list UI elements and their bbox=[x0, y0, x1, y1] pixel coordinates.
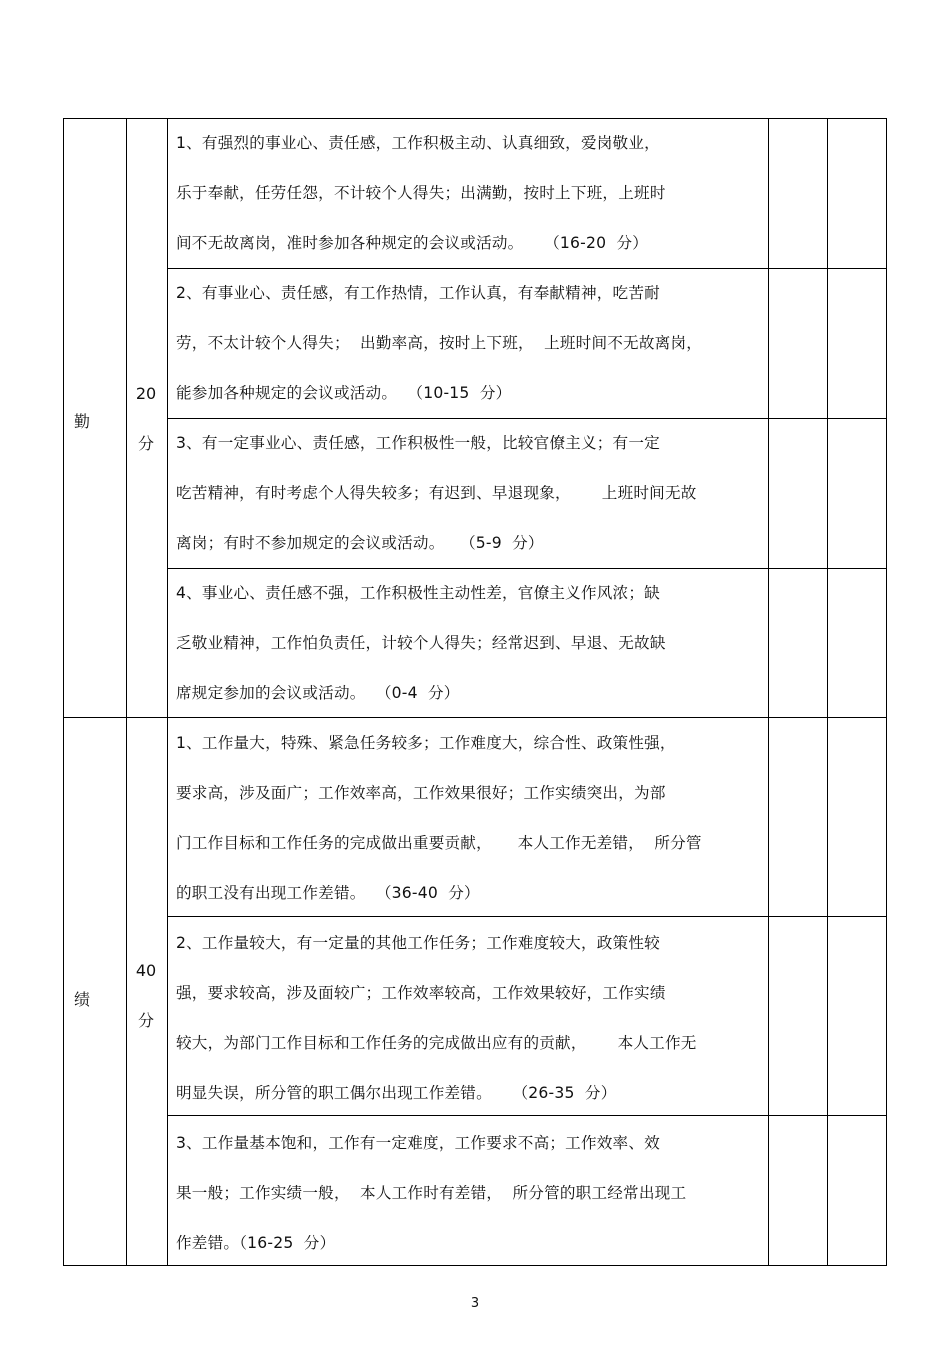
criteria-cell bbox=[176, 418, 762, 568]
criteria-line: 2、工作量较大，有一定量的其他工作任务；工作难度较大，政策性较 bbox=[176, 934, 660, 952]
criteria-cell bbox=[176, 118, 762, 268]
criteria-cell bbox=[176, 268, 762, 418]
criteria-line: 要求高，涉及面广；工作效率高，工作效果很好；工作实绩突出，为部 bbox=[176, 784, 666, 802]
criteria-line: 门工作目标和工作任务的完成做出重要贡献， 本人工作无差错， 所分管 bbox=[176, 834, 702, 852]
col-border-score bbox=[167, 118, 168, 1266]
criteria-line: 3、有一定事业心、责任感，工作积极性一般，比较官僚主义；有一定 bbox=[176, 434, 660, 452]
score-value: 40 bbox=[135, 961, 157, 980]
category-label: 勤 bbox=[74, 412, 91, 431]
criteria-cell bbox=[176, 918, 762, 1118]
criteria-cell bbox=[176, 568, 762, 718]
score-value: 20 bbox=[135, 384, 157, 403]
criteria-line: 强，要求较高，涉及面较广；工作效率较高，工作效果较好，工作实绩 bbox=[176, 984, 666, 1002]
criteria-line: 劳，不太计较个人得失； 出勤率高，按时上下班， 上班时间不无故离岗， bbox=[176, 334, 703, 352]
criteria-line: 2、有事业心、责任感，有工作热情，工作认真，有奉献精神，吃苦耐 bbox=[176, 284, 660, 302]
criteria-line: 3、工作量基本饱和，工作有一定难度，工作要求不高；工作效率、效 bbox=[176, 1134, 660, 1152]
col-border-category bbox=[126, 118, 127, 1266]
criteria-line: 4、事业心、责任感不强，工作积极性主动性差，官僚主义作风浓；缺 bbox=[176, 584, 660, 602]
col-border-self bbox=[827, 118, 828, 1266]
criteria-line: 乐于奉献，任劳任怨，不计较个人得失；出满勤，按时上下班，上班时 bbox=[176, 184, 666, 202]
criteria-line: 离岗；有时不参加规定的会议或活动。 （5-9 分） bbox=[176, 534, 544, 552]
criteria-line: 的职工没有出现工作差错。 （36-40 分） bbox=[176, 884, 480, 902]
criteria-line: 较大，为部门工作目标和工作任务的完成做出应有的贡献， 本人工作无 bbox=[176, 1034, 697, 1052]
criteria-line: 1、工作量大，特殊、紧急任务较多；工作难度大，综合性、政策性强， bbox=[176, 734, 676, 752]
criteria-line: 能参加各种规定的会议或活动。 （10-15 分） bbox=[176, 384, 512, 402]
col-border-criteria bbox=[768, 118, 769, 1266]
page-number: 3 bbox=[470, 1296, 480, 1311]
criteria-line: 吃苦精神，有时考虑个人得失较多；有迟到、早退现象， 上班时间无故 bbox=[176, 484, 697, 502]
criteria-cell bbox=[176, 718, 762, 918]
criteria-line: 明显失误，所分管的职工偶尔出现工作差错。 （26-35 分） bbox=[176, 1084, 617, 1102]
col-border-left bbox=[63, 118, 64, 1266]
score-unit: 分 bbox=[137, 434, 154, 453]
criteria-line: 作差错。（16-25 分） bbox=[176, 1234, 336, 1252]
criteria-cell bbox=[176, 1118, 762, 1268]
col-border-right bbox=[886, 118, 887, 1266]
criteria-line: 乏敬业精神，工作怕负责任，计较个人得失；经常迟到、早退、无故缺 bbox=[176, 634, 666, 652]
criteria-line: 1、有强烈的事业心、责任感，工作积极主动、认真细致，爱岗敬业， bbox=[176, 134, 660, 152]
score-unit: 分 bbox=[137, 1011, 154, 1030]
category-label: 绩 bbox=[74, 990, 91, 1009]
criteria-line: 果一般；工作实绩一般， 本人工作时有差错， 所分管的职工经常出现工 bbox=[176, 1184, 687, 1202]
criteria-line: 间不无故离岗，准时参加各种规定的会议或活动。 （16-20 分） bbox=[176, 234, 649, 252]
criteria-line: 席规定参加的会议或活动。 （0-4 分） bbox=[176, 684, 460, 702]
